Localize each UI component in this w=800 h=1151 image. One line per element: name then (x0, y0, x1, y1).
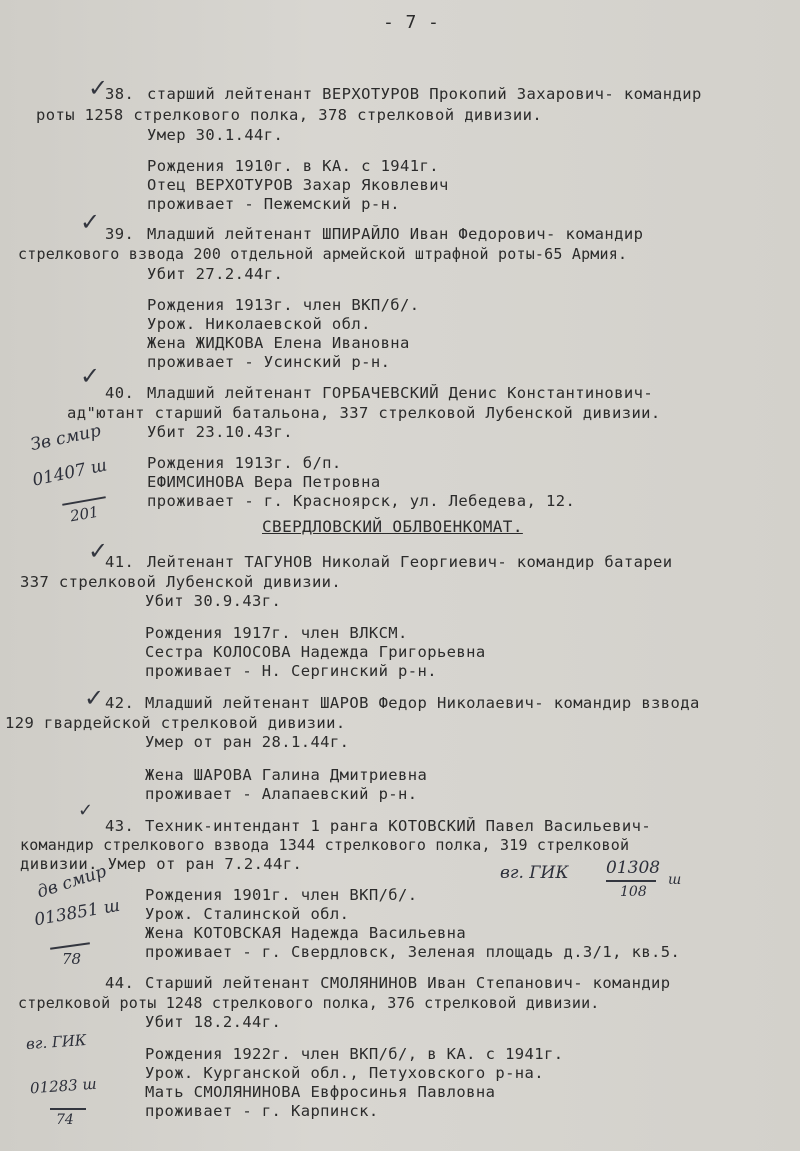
entry-number: 43. (105, 817, 135, 835)
entry-line: Убит 23.10.43г. (147, 423, 293, 441)
entry-line: Убит 30.9.43г. (145, 592, 282, 610)
check-mark-icon: ✓ (78, 800, 94, 821)
entry-line: Рождения 1913г. член ВКП/б/. (147, 296, 420, 314)
entry-line: проживает - г. Свердловск, Зеленая площадь д.3/1, кв.5. (145, 943, 681, 961)
entry-number: 39. (105, 225, 135, 243)
entry-line: Жена ЖИДКОВА Елена Ивановна (147, 334, 410, 352)
entry-line: Рождения 1901г. член ВКП/б/. (145, 886, 418, 904)
entry-line: Урож. Курганской обл., Петуховского р-на. (145, 1064, 545, 1082)
entry-line: проживает - Пежемский р-н. (147, 195, 401, 213)
check-mark-icon: ✓ (88, 74, 109, 102)
entry-line: Умер от ран 28.1.44г. (145, 733, 350, 751)
entry-line: Рождения 1917г. член ВЛКСМ. (145, 624, 408, 642)
entry-line: Рождения 1913г. б/п. (147, 454, 342, 472)
entry-line: стрелковой роты 1248 стрелкового полка, 376 стрелковой дивизии. (18, 994, 600, 1012)
handwritten-note: ш (668, 872, 682, 888)
entry-line: Младший лейтенант ШПИРАЙЛО Иван Федорович- командир (147, 225, 644, 243)
entry-line: Жена ШАРОВА Галина Дмитриевна (145, 766, 428, 784)
entry-line: 337 стрелковой Лубенской дивизии. (20, 573, 342, 591)
entry-line: Умер 30.1.44г. (147, 126, 284, 144)
handwritten-note: 01308 (606, 858, 661, 878)
entry-line: проживает - Алапаевский р-н. (145, 785, 418, 803)
entry-number: 40. (105, 384, 135, 402)
entry-line: проживает - г. Карпинск. (145, 1102, 379, 1120)
handwritten-note: 01283 ш (29, 1074, 98, 1098)
check-mark-icon: ✓ (88, 537, 109, 565)
entry-line: Старший лейтенант СМОЛЯНИНОВ Иван Степанович- командир (145, 974, 671, 992)
entry-line: Мать СМОЛЯНИНОВА Евфросинья Павловна (145, 1083, 496, 1101)
entry-line: стрелкового взвода 200 отдельной армейской штрафной роты-65 Армия. (18, 245, 628, 263)
handwritten-note: 013851 ш (32, 895, 122, 931)
entry-line: 129 гвардейской стрелковой дивизии. (5, 714, 346, 732)
entry-number: 41. (105, 553, 135, 571)
entry-line: Лейтенант ТАГУНОВ Николай Георгиевич- командир батареи (147, 553, 673, 571)
handwritten-note: 108 (620, 884, 647, 900)
check-mark-icon: ✓ (80, 208, 101, 236)
entry-line: Сестра КОЛОСОВА Надежда Григорьевна (145, 643, 486, 661)
check-mark-icon: ✓ (80, 362, 101, 390)
entry-number: 42. (105, 694, 135, 712)
entry-line: Младший лейтенант ГОРБАЧЕВСКИЙ Денис Константинович- (147, 384, 654, 402)
entry-line: проживает - Н. Сергинский р-н. (145, 662, 437, 680)
handwritten-note: 01407 ш (30, 455, 109, 491)
entry-line: проживает - Усинский р-н. (147, 353, 391, 371)
page-number: - 7 - (383, 12, 440, 33)
entry-line: Рождения 1922г. член ВКП/б/, в КА. с 1941г. (145, 1045, 564, 1063)
entry-line: Убит 18.2.44г. (145, 1013, 282, 1031)
entry-line: роты 1258 стрелкового полка, 378 стрелковой дивизии. (36, 106, 543, 124)
entry-number: 38. (105, 85, 135, 103)
entry-line: Жена КОТОВСКАЯ Надежда Васильевна (145, 924, 467, 942)
entry-line: Рождения 1910г. в КА. с 1941г. (147, 157, 439, 175)
entry-line: Техник-интендант 1 ранга КОТОВСКИЙ Павел Васильевич- (145, 817, 652, 835)
handwritten-note: 78 (62, 950, 82, 968)
entry-line: старший лейтенант ВЕРХОТУРОВ Прокопий Захарович- командир (147, 85, 702, 103)
handwritten-note: вг. ГИК (500, 863, 569, 883)
check-mark-icon: ✓ (84, 684, 105, 712)
handwritten-note: вг. ГИК (25, 1030, 88, 1054)
entry-line: проживает - г. Красноярск, ул. Лебедева, 12. (147, 492, 576, 510)
handwritten-note: Зв смир (28, 420, 103, 456)
handwritten-underline (606, 880, 656, 882)
handwritten-underline (50, 942, 90, 950)
handwritten-note: дв смир (34, 861, 109, 903)
entry-line: ад"ютант старший батальона, 337 стрелковой Лубенской дивизии. (67, 404, 661, 422)
entry-line: Урож. Николаевской обл. (147, 315, 371, 333)
entry-line: Младший лейтенант ШАРОВ Федор Николаевич- командир взвода (145, 694, 700, 712)
handwritten-note: 201 (68, 502, 100, 526)
entry-line: дивизии. Умер от ран 7.2.44г. (20, 855, 303, 873)
section-heading: СВЕРДЛОВСКИЙ ОБЛВОЕНКОМАТ. (262, 517, 523, 536)
entry-line: Убит 27.2.44г. (147, 265, 284, 283)
handwritten-note: 74 (56, 1112, 74, 1128)
entry-line: ЕФИМСИНОВА Вера Петровна (147, 473, 381, 491)
entry-number: 44. (105, 974, 135, 992)
entry-line: Отец ВЕРХОТУРОВ Захар Яковлевич (147, 176, 449, 194)
entry-line: Урож. Сталинской обл. (145, 905, 350, 923)
entry-line: командир стрелкового взвода 1344 стрелкового полка, 319 стрелковой (20, 836, 630, 854)
handwritten-underline (50, 1108, 86, 1110)
